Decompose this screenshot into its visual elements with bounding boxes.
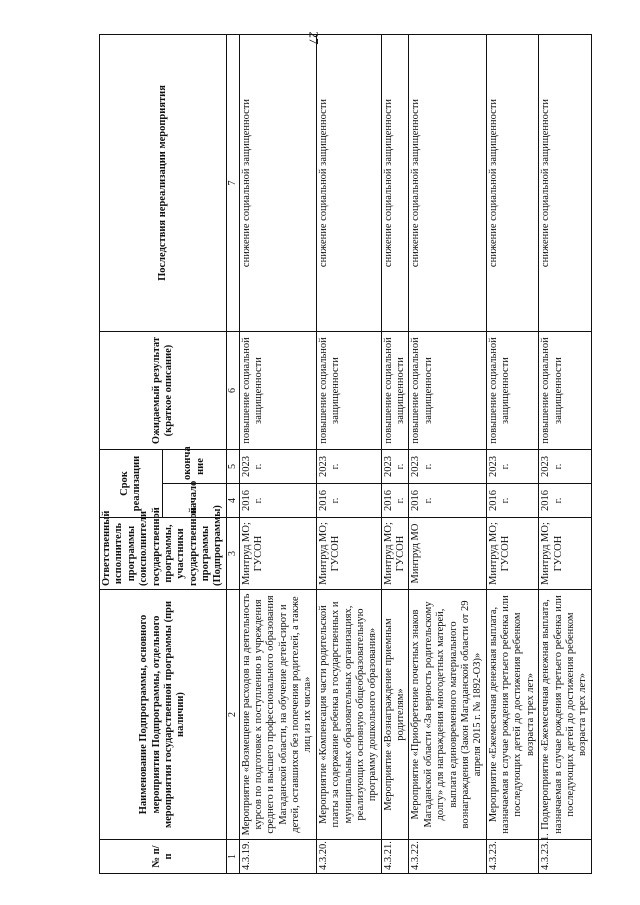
row-id: 4.3.21. [381,840,409,874]
table-row [381,35,409,874]
table-row [239,35,316,874]
row-id: 4.3.23.1. [539,840,592,874]
row-responsible: Минтруд МО; ГУСОН [539,518,592,590]
row-end: 2023 г. [539,450,592,484]
page-number: 27 [306,31,322,45]
header-start: начало [163,484,226,518]
row-start: 2016 г. [539,484,592,518]
row-result: повышение социальной защищенности [486,332,539,450]
row-responsible: Минтруд МО; ГУСОН [486,518,539,590]
row-name: Мероприятие «Вознаграждение приемным родителям» [381,590,409,840]
row-result: повышение социальной защищенности [316,332,381,450]
column-number: 7 [226,35,239,332]
table-row [539,35,592,874]
row-id: 4.3.19. [239,840,316,874]
row-result: повышение социальной защищенности [539,332,592,450]
row-name: Мероприятие «Ежемесячная денежная выплата, назначаемая в случае рождения третьего ребенка или последующих детей до достижения ребенком возраста трех лет» [486,590,539,840]
row-responsible: Минтруд МО [409,518,486,590]
row-responsible: Минтруд МО; ГУСОН [381,518,409,590]
row-end: 2023 г. [381,450,409,484]
header-row [100,35,163,874]
table-row [409,35,486,874]
column-number: 3 [226,518,239,590]
row-consequence: снижение социальной защищенности [539,35,592,332]
header-consequence: Последствия нереализации мероприятия [100,35,227,332]
row-start: 2016 г. [239,484,316,518]
row-consequence: снижение социальной защищенности [486,35,539,332]
row-end: 2023 г. [409,450,486,484]
table-row [486,35,539,874]
column-number: 1 [226,840,239,874]
row-name: Подмероприятие «Ежемесячная денежная выплата, назначаемая в случае рождения третьего ребенка или последующих детей до достижения ребенком возраста трех лет» [539,590,592,840]
row-id: 4.3.23. [486,840,539,874]
header-term: Срок реализации [100,450,163,518]
column-number: 5 [226,450,239,484]
row-responsible: Минтруд МО; ГУСОН [239,518,316,590]
row-id: 4.3.22. [409,840,486,874]
row-result: повышение социальной защищенности [239,332,316,450]
row-start: 2016 г. [486,484,539,518]
row-end: 2023 г. [239,450,316,484]
rotated-table-container [99,31,629,874]
row-consequence: снижение социальной защищенности [239,35,316,332]
column-number: 4 [226,484,239,518]
column-number: 2 [226,590,239,840]
row-consequence: снижение социальной защищенности [381,35,409,332]
column-number-row [226,35,239,874]
measures-table [99,31,592,874]
row-end: 2023 г. [316,450,381,484]
header-num: № п/п [100,840,227,874]
row-consequence: снижение социальной защищенности [316,35,381,332]
header-result: Ожидаемый результат (краткое описание) [100,332,227,450]
row-result: повышение социальной защищенности [409,332,486,450]
row-name: Мероприятие «Возмещение расходов на деятельность курсов по подготовке к поступлению в учреждения среднего и высшего профессионального образования Магаданской области, на обучение детей-сирот и детей, оставшихся без попечения родителей, а также лиц из их числа» [239,590,316,840]
column-number: 6 [226,332,239,450]
header-name: Наименование Подпрограммы, основного мероприятия Подпрограммы, отдельного мероприятия государственной программы (при наличии) [100,590,227,840]
row-id: 4.3.20. [316,840,381,874]
header-end: оконча ние [163,450,226,484]
row-start: 2016 г. [381,484,409,518]
row-end: 2023 г. [486,450,539,484]
row-name: Мероприятие «Приобретение почетных знаков Магаданской области «За верность родительскому долгу» для награждения многодетных матерей, выплата единовременного материального вознаграждения (Закон Магаданской области от 29 апреля 2015 г. № 1892-ОЗ)» [409,590,486,840]
row-start: 2016 г. [316,484,381,518]
row-name: Мероприятие «Компенсация части родительской платы за содержание ребенка в государственных и муниципальных образовательных организациях, реализующих основную общеобразовательную программу дошкольного образования» [316,590,381,840]
table-row [316,35,381,874]
row-start: 2016 г. [409,484,486,518]
row-consequence: снижение социальной защищенности [409,35,486,332]
header-responsible: Ответственный исполнитель программы (соисполнители государственной программы, участники государственной программы (Подпрограммы) [100,518,227,590]
row-result: повышение социальной защищенности [381,332,409,450]
row-responsible: Минтруд МО; ГУСОН [316,518,381,590]
